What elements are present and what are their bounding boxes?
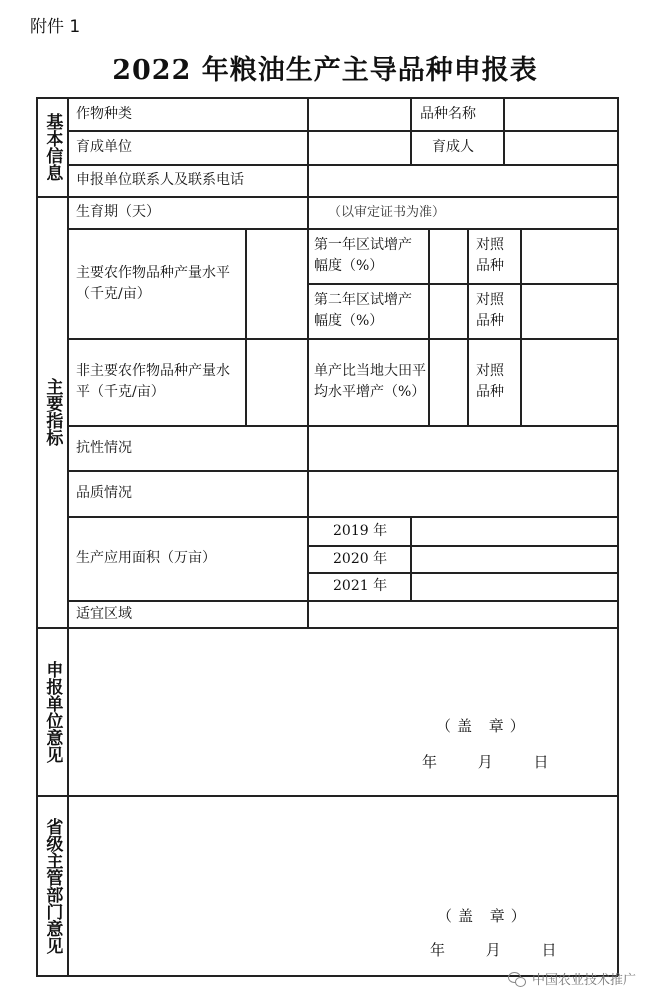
label-second-year-increase: 第二年区试增产幅度（%） xyxy=(314,292,412,329)
label-minor-yield: 非主要农作物品种产量水平（千克/亩） xyxy=(76,363,230,400)
label-breeding-unit: 育成单位 xyxy=(76,139,132,155)
watermark xyxy=(508,969,636,988)
field-control-variety-1[interactable] xyxy=(521,229,617,283)
label-control-variety-2: 对照品种 xyxy=(476,292,504,329)
label-application-area: 生产应用面积（万亩） xyxy=(76,550,216,566)
label-major-yield: 主要农作物品种产量水平（千克/亩） xyxy=(76,264,230,302)
year-2021: 2021 年 xyxy=(333,578,388,594)
label-resistance: 抗性情况 xyxy=(76,439,132,456)
applicant-seal-label: （盖 章） xyxy=(436,716,531,735)
field-major-yield[interactable] xyxy=(246,229,307,338)
label-crop-type: 作物种类 xyxy=(76,105,132,122)
field-control-variety-2[interactable] xyxy=(521,284,617,338)
field-quality[interactable] xyxy=(308,471,617,516)
label-control-variety-3: 对照品种 xyxy=(476,363,504,400)
field-area-2021[interactable] xyxy=(411,573,617,600)
section-provincial-opinion: 省级主管部门意见 xyxy=(42,817,63,954)
label-variety-name: 品种名称 xyxy=(420,105,476,122)
field-local-increase[interactable] xyxy=(429,339,467,425)
field-area-2020[interactable] xyxy=(411,546,617,572)
label-contact: 申报单位联系人及联系电话 xyxy=(76,172,244,188)
field-minor-yield[interactable] xyxy=(246,339,307,425)
watermark-text: 中国农业技术推广 xyxy=(531,973,636,988)
field-suitable-region[interactable] xyxy=(308,601,617,627)
field-area-2019[interactable] xyxy=(411,517,617,545)
provincial-date-label: 年 月 日 xyxy=(430,940,575,959)
year-2019: 2019 年 xyxy=(333,522,388,539)
field-second-year-increase[interactable] xyxy=(429,284,467,338)
attachment-label: 附件 1 xyxy=(30,17,81,37)
label-quality: 品质情况 xyxy=(76,485,132,501)
field-control-variety-3[interactable] xyxy=(521,339,617,425)
section-basic-info: 基本信息 xyxy=(42,113,63,181)
label-local-increase: 单产比当地大田平均水平增产（%） xyxy=(314,363,426,400)
label-growth-period: 生育期（天） xyxy=(76,204,160,220)
field-contact[interactable] xyxy=(308,165,617,196)
field-crop-type[interactable] xyxy=(307,98,410,130)
label-first-year-increase: 第一年区试增产幅度（%） xyxy=(314,237,412,274)
page-title: 2022 年粮油生产主导品种申报表 xyxy=(112,55,538,86)
field-breeding-unit[interactable] xyxy=(307,131,410,164)
field-first-year-increase[interactable] xyxy=(429,229,467,283)
applicant-date-label: 年 月 日 xyxy=(422,752,567,771)
field-resistance[interactable] xyxy=(308,426,617,470)
year-2020: 2020 年 xyxy=(333,550,388,567)
label-breeder: 育成人 xyxy=(432,139,474,155)
wechat-icon xyxy=(508,971,526,987)
label-suitable-region: 适宜区域 xyxy=(76,605,132,622)
section-main-indicators: 主要指标 xyxy=(42,378,63,446)
field-breeder[interactable] xyxy=(504,131,617,164)
growth-period-note: （以审定证书为准） xyxy=(328,204,446,220)
field-variety-name[interactable] xyxy=(504,98,617,130)
section-applicant-opinion: 申报单位意见 xyxy=(42,660,63,763)
label-control-variety-1: 对照品种 xyxy=(476,237,504,274)
provincial-seal-label: （盖 章） xyxy=(437,906,532,925)
